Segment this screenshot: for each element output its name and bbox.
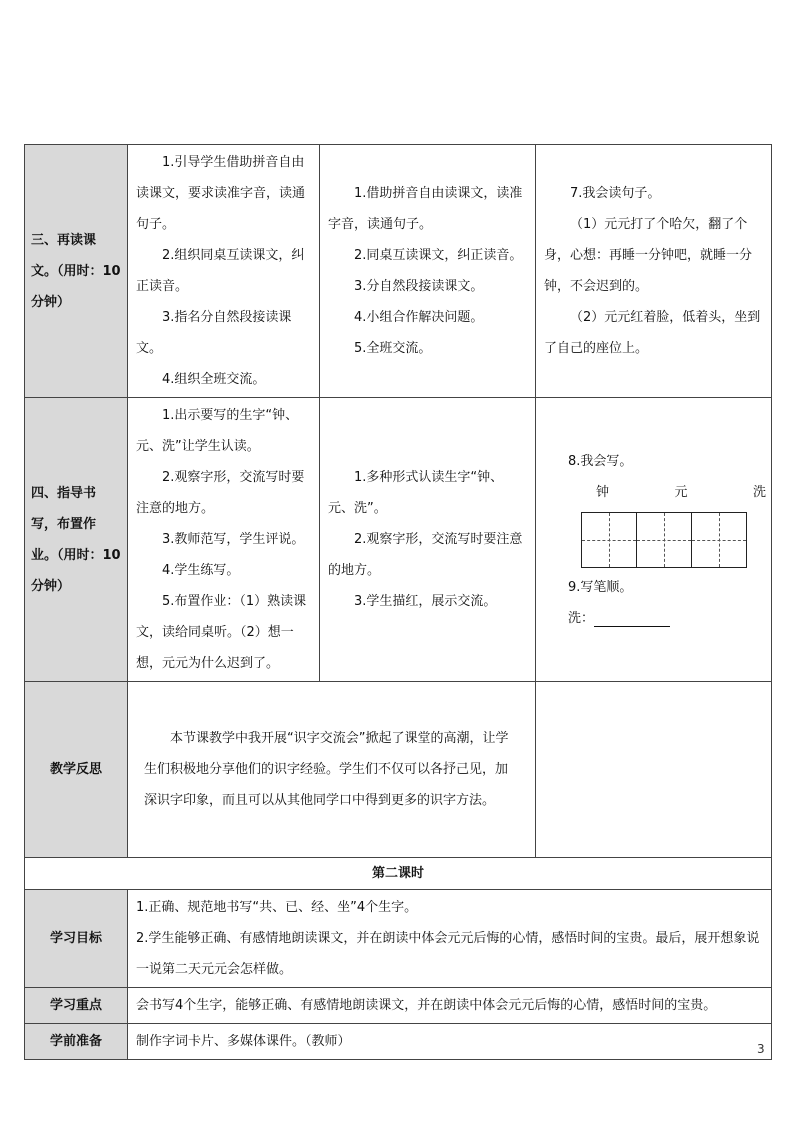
section3-teacher-cell: [128, 145, 320, 398]
focus-cell: [128, 988, 772, 1024]
list-item: 2.组织同桌互读课文，纠正读音。: [136, 248, 305, 294]
list-item: 1.借助拼音自由读课文，读准字音，读通句子。: [328, 186, 523, 232]
exercise-stroke-label: 9.写笔顺。: [568, 579, 633, 595]
writing-grid: [582, 512, 763, 568]
section3-exercise-cell: [536, 145, 772, 398]
reflection-title: 教学反思: [25, 682, 128, 858]
list-item: 2.学生能够正确、有感情地朗读课文，并在朗读中体会元元后悔的心情，感悟时间的宝贵。最后，展开想象说一说第二天元元会怎样做。: [136, 931, 760, 977]
list-item: 1.多种形式认读生字“钟、元、洗”。: [328, 470, 504, 516]
list-item: 3.教师范写，学生评说。: [162, 532, 305, 547]
writing-chars: [596, 477, 766, 508]
list-item: 2.观察字形，交流写时要注意的地方。: [328, 532, 523, 578]
char-label: 钟: [596, 484, 610, 500]
list-item: 1.引导学生借助拼音自由读课文，要求读准字音，读通句子。: [136, 155, 306, 232]
goals-row: [25, 890, 772, 988]
list-item: 7.我会读句子。: [570, 186, 661, 201]
exercise-write-label: 8.我会写。: [568, 453, 633, 469]
stroke-label: 洗：: [568, 610, 595, 626]
char-label: 洗: [752, 484, 766, 500]
reflection-cell: [128, 682, 536, 858]
section3-title: 三、再读课文。（用时：10分钟）: [25, 145, 128, 398]
writing-box[interactable]: [581, 512, 637, 568]
second-lesson-row: [25, 858, 772, 890]
list-item: （1）元元打了个哈欠，翻了个身，心想：再睡一分钟吧，就睡一分钟，不会迟到的。: [544, 217, 753, 294]
reflection-text: 本节课教学中我开展“识字交流会”掀起了课堂的高潮，让学生们积极地分享他们的识字经验。学生们不仅可以各抒己见，加深识字印象，而且可以从其他同学口中得到更多的识字方法。: [144, 731, 509, 808]
list-item: 3.分自然段接读课文。: [354, 279, 484, 294]
goals-cell: [128, 890, 772, 988]
section3-student-cell: [320, 145, 536, 398]
focus-text: 会书写4个生字，能够正确、有感情地朗读课文，并在朗读中体会元元后悔的心情，感悟时间的宝贵。: [136, 998, 717, 1013]
char-label: 元: [674, 484, 688, 500]
list-item: 4.学生练写。: [162, 563, 240, 578]
section4-title: 四、指导书写，布置作业。（用时：10分钟）: [25, 398, 128, 682]
goals-label: 学习目标: [25, 890, 128, 988]
reflection-empty-cell: [536, 682, 772, 858]
writing-box[interactable]: [691, 512, 747, 568]
list-item: 3.学生描红，展示交流。: [354, 594, 497, 609]
reflection-row: [25, 682, 772, 858]
section4-teacher-cell: [128, 398, 320, 682]
page-number: 3: [757, 1042, 765, 1056]
writing-box[interactable]: [636, 512, 692, 568]
section3-row: [25, 145, 772, 398]
prep-row: [25, 1024, 772, 1060]
list-item: 1.正确、规范地书写“共、已、经、坐”4个生字。: [136, 900, 418, 915]
lesson-plan-table: [24, 144, 772, 1060]
list-item: （2）元元红着脸，低着头，坐到了自己的座位上。: [544, 310, 761, 356]
list-item: 4.小组合作解决问题。: [354, 310, 484, 325]
list-item: 4.组织全班交流。: [162, 372, 266, 387]
list-item: 5.全班交流。: [354, 341, 432, 356]
section4-student-cell: [320, 398, 536, 682]
focus-label: 学习重点: [25, 988, 128, 1024]
prep-text: 制作字词卡片、多媒体课件。（教师）: [136, 1034, 351, 1049]
focus-row: [25, 988, 772, 1024]
second-lesson-title: 第二课时: [25, 858, 772, 890]
stroke-answer-line[interactable]: [594, 610, 670, 627]
prep-cell: [128, 1024, 772, 1060]
prep-label: 学前准备: [25, 1024, 128, 1060]
section4-exercise-cell: [536, 398, 772, 682]
list-item: 2.观察字形，交流写时要注意的地方。: [136, 470, 305, 516]
list-item: 3.指名分自然段接读课文。: [136, 310, 292, 356]
list-item: 2.同桌互读课文，纠正读音。: [354, 248, 523, 263]
list-item: 1.出示要写的生字“钟、元、洗”让学生认读。: [136, 408, 299, 454]
section4-row: [25, 398, 772, 682]
list-item: 5.布置作业：（1）熟读课文，读给同桌听。（2）想一想，元元为什么迟到了。: [136, 594, 307, 671]
